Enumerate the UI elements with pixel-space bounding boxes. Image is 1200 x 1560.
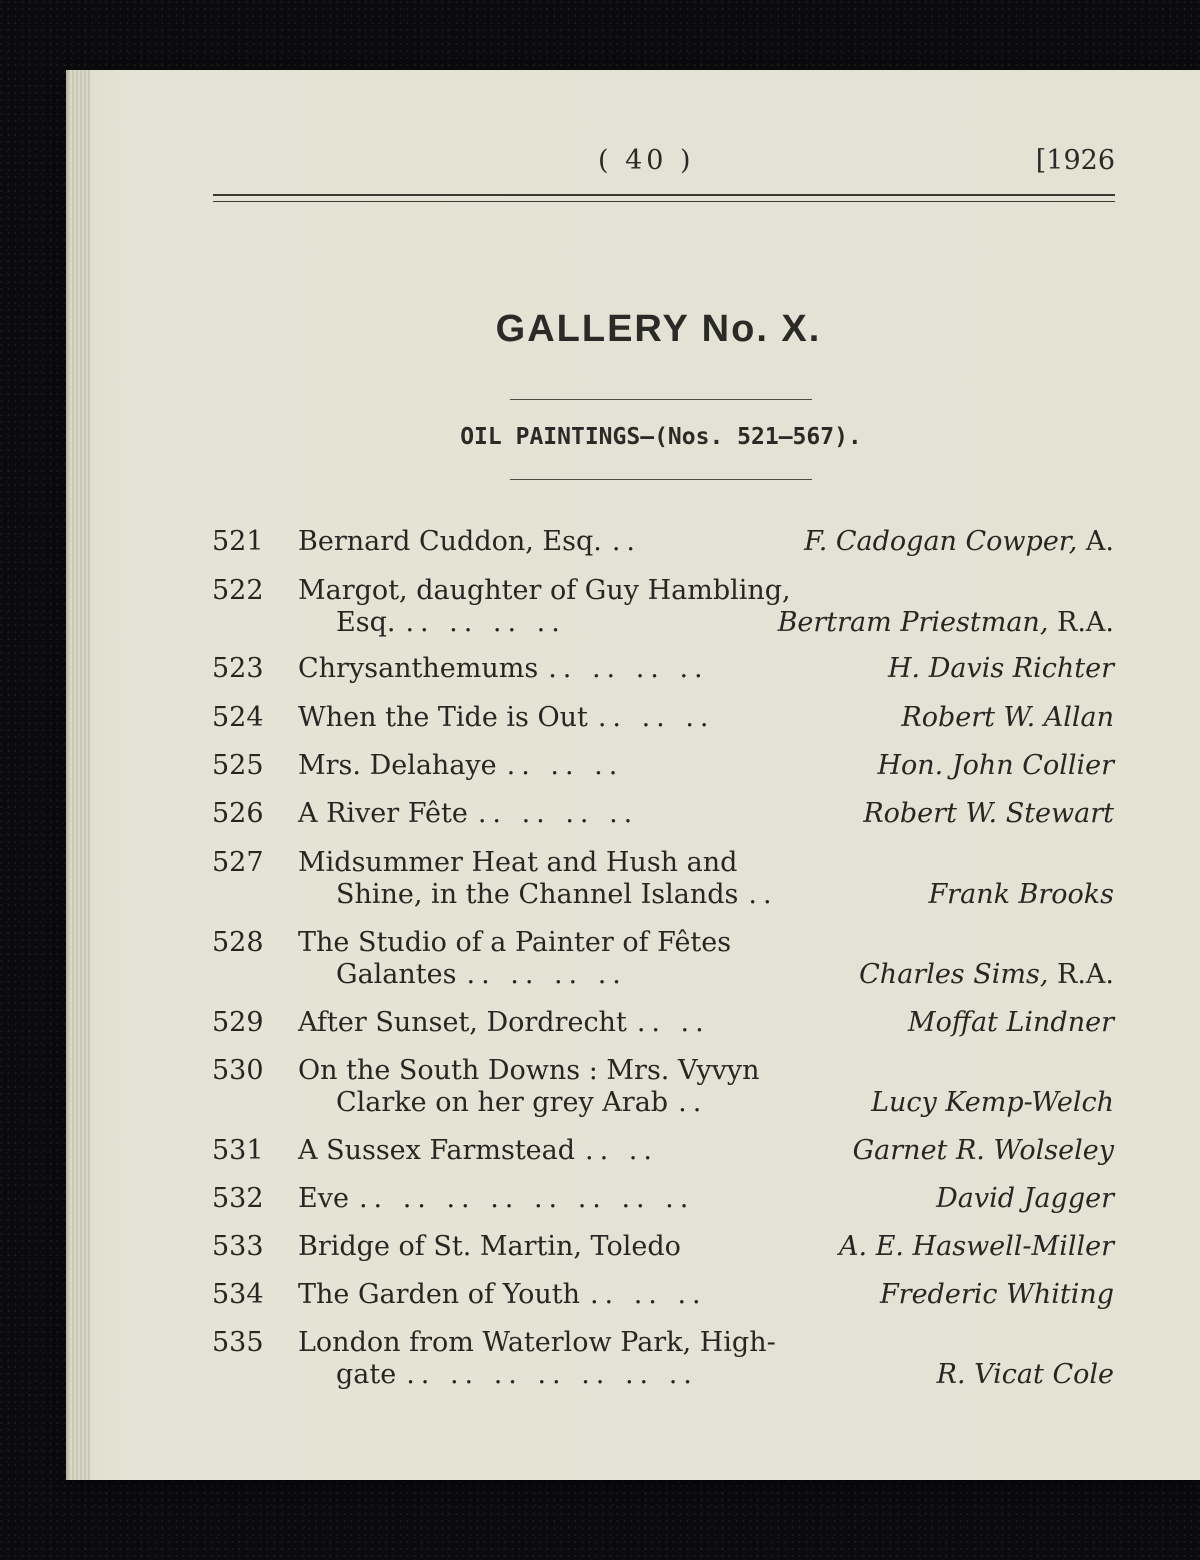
entry-title-text: When the Tide is Out: [298, 702, 588, 733]
page-year: [1926: [1035, 145, 1115, 176]
entry-artist: [928, 879, 1114, 911]
entry-artist: [901, 702, 1114, 734]
entry-title-text: Bridge of St. Martin, Toledo: [298, 1231, 681, 1262]
artist-name: David Jagger: [936, 1183, 1114, 1214]
entry-artist: [778, 607, 1114, 639]
gallery-title: GALLERY No. X.: [495, 308, 822, 350]
entry-number: 531: [212, 1135, 264, 1166]
leader-dots: ..: [611, 526, 642, 557]
entry-title-text: After Sunset, Dordrecht: [298, 1007, 627, 1038]
entry-title: [298, 1183, 694, 1215]
leader-dots: ..: [678, 1087, 708, 1118]
entry-title-text: Margot, daughter of Guy Hambling,: [298, 575, 791, 606]
entry-title: [298, 1279, 707, 1311]
artist-name: Bertram Priestman,: [777, 607, 1049, 638]
artist-name: Garnet R. Wolseley: [852, 1135, 1114, 1166]
artist-name: Charles Sims,: [859, 959, 1049, 990]
leader-dots: .. ..: [636, 1007, 710, 1038]
artist-name: R. Vicat Cole: [936, 1359, 1114, 1390]
entry-artist: [888, 653, 1114, 685]
entry-title-continued: [336, 607, 566, 639]
artist-name: Hon. John Collier: [877, 750, 1114, 781]
entry-number: 528: [212, 927, 264, 958]
entry-artist: [859, 959, 1114, 991]
leader-dots: .. ..: [585, 1135, 658, 1166]
entry-title-continued-text: Galantes: [336, 959, 457, 990]
entry-title-continued-text: Shine, in the Channel Islands: [336, 879, 739, 910]
entry-title-text: A Sussex Farmstead: [298, 1135, 576, 1166]
header-rule-thick: [213, 194, 1115, 196]
entry-title-text: London from Waterlow Park, High-: [298, 1327, 776, 1358]
entry-artist: [936, 1183, 1114, 1215]
entry-number: 535: [212, 1327, 264, 1358]
entry-title: [298, 847, 737, 879]
entry-title: [298, 653, 709, 685]
entry-title-continued: [336, 1087, 707, 1119]
entry-title: [298, 702, 715, 734]
entry-artist: [877, 750, 1114, 782]
artist-name: Frederic Whiting: [879, 1279, 1114, 1310]
catalogue-entry: [0, 750, 1200, 782]
leader-dots: .. .. .. ..: [466, 959, 627, 990]
entry-number: 522: [212, 575, 264, 606]
entry-number: 533: [212, 1231, 264, 1262]
catalogue-entry: [0, 1279, 1200, 1311]
entry-artist: [871, 1087, 1114, 1119]
entry-number: 525: [212, 750, 264, 781]
leader-dots: .. .. ..: [589, 1279, 707, 1310]
artist-distinction: A.: [1077, 526, 1114, 557]
catalogue-entry: [0, 1183, 1200, 1215]
leader-dots: .. .. .. ..: [548, 653, 709, 684]
entry-title: [298, 750, 623, 782]
entry-title-text: The Garden of Youth: [298, 1279, 580, 1310]
page-number: ( 40 ): [598, 145, 695, 176]
entry-title-text: On the South Downs : Mrs. Vyvyn: [298, 1055, 760, 1086]
entry-artist: [937, 1359, 1114, 1391]
catalogue-entry: [0, 847, 1200, 911]
entry-artist: [804, 526, 1114, 558]
entry-title-text: Eve: [298, 1183, 349, 1214]
title-divider-top: [510, 399, 812, 400]
entry-title-text: Chrysanthemums: [298, 653, 539, 684]
entry-number: 524: [212, 702, 264, 733]
entry-number: 521: [212, 526, 264, 557]
entry-artist: [880, 1279, 1114, 1311]
artist-name: Robert W. Stewart: [863, 798, 1114, 829]
entry-artist: [908, 1007, 1114, 1039]
leader-dots: .. .. .. ..: [477, 798, 639, 829]
entry-title: [298, 1007, 710, 1039]
leader-dots: .. .. ..: [506, 750, 624, 781]
leader-dots: .. .. .. ..: [405, 607, 566, 638]
entry-title: [298, 575, 791, 607]
entry-title: [298, 526, 641, 558]
entry-title: [298, 1231, 691, 1263]
entry-title: [298, 1327, 776, 1359]
entry-title-continued-text: gate: [336, 1359, 397, 1390]
entry-number: 526: [212, 798, 264, 829]
leader-dots: ..: [748, 879, 778, 910]
catalogue-entry: [0, 653, 1200, 685]
entry-title-text: The Studio of a Painter of Fêtes: [298, 927, 732, 958]
entry-artist: [863, 798, 1114, 830]
section-subtitle: OIL PAINTINGS—(Nos. 521–567).: [460, 424, 862, 450]
entry-number: 523: [212, 653, 264, 684]
entry-number: 532: [212, 1183, 264, 1214]
title-divider-bottom: [510, 479, 812, 480]
entry-title: [298, 927, 731, 959]
entry-number: 534: [212, 1279, 264, 1310]
entry-title: [298, 798, 638, 830]
entry-title-text: A River Fête: [298, 798, 468, 829]
entry-number: 527: [212, 847, 264, 878]
catalogue-entry: [0, 702, 1200, 734]
entry-title-continued: [336, 1359, 698, 1391]
artist-name: Frank Brooks: [928, 879, 1114, 910]
artist-distinction: R.A.: [1048, 607, 1114, 638]
artist-name: F. Cadogan Cowper,: [804, 526, 1078, 557]
artist-distinction: R.A.: [1048, 959, 1114, 990]
entry-title: [298, 1055, 760, 1087]
entry-title-continued: [336, 959, 627, 991]
entry-title-continued-text: Clarke on her grey Arab: [336, 1087, 669, 1118]
catalogue-entry: [0, 575, 1200, 639]
artist-name: A. E. Haswell-Miller: [839, 1231, 1114, 1262]
artist-name: Robert W. Allan: [901, 702, 1114, 733]
artist-name: Lucy Kemp-Welch: [871, 1087, 1114, 1118]
entry-number: 529: [212, 1007, 264, 1038]
header-rule-thin: [213, 201, 1115, 202]
entry-number: 530: [212, 1055, 264, 1086]
entry-artist: [853, 1135, 1114, 1167]
entry-title-text: Bernard Cuddon, Esq.: [298, 526, 602, 557]
catalogue-entry: [0, 1231, 1200, 1263]
page-header: [0, 145, 1200, 185]
entry-title-text: Midsummer Heat and Hush and: [298, 847, 738, 878]
catalogue-entry: [0, 1327, 1200, 1391]
artist-name: Moffat Lindner: [907, 1007, 1114, 1038]
entry-title-text: Mrs. Delahaye: [298, 750, 497, 781]
artist-name: H. Davis Richter: [888, 653, 1114, 684]
entry-title: [298, 1135, 658, 1167]
entry-title-continued: [336, 879, 778, 911]
entry-artist: [839, 1231, 1114, 1263]
leader-dots: .. .. .. .. .. .. .. ..: [358, 1183, 695, 1214]
leader-dots: .. .. ..: [597, 702, 715, 733]
catalogue-entry: [0, 1007, 1200, 1039]
entry-title-continued-text: Esq.: [336, 607, 396, 638]
catalogue-entry: [0, 1135, 1200, 1167]
catalogue-entry: [0, 927, 1200, 991]
catalogue-entry: [0, 526, 1200, 558]
leader-dots: .. .. .. .. .. .. ..: [406, 1359, 698, 1390]
catalogue-entry: [0, 1055, 1200, 1119]
catalogue-entry: [0, 798, 1200, 830]
